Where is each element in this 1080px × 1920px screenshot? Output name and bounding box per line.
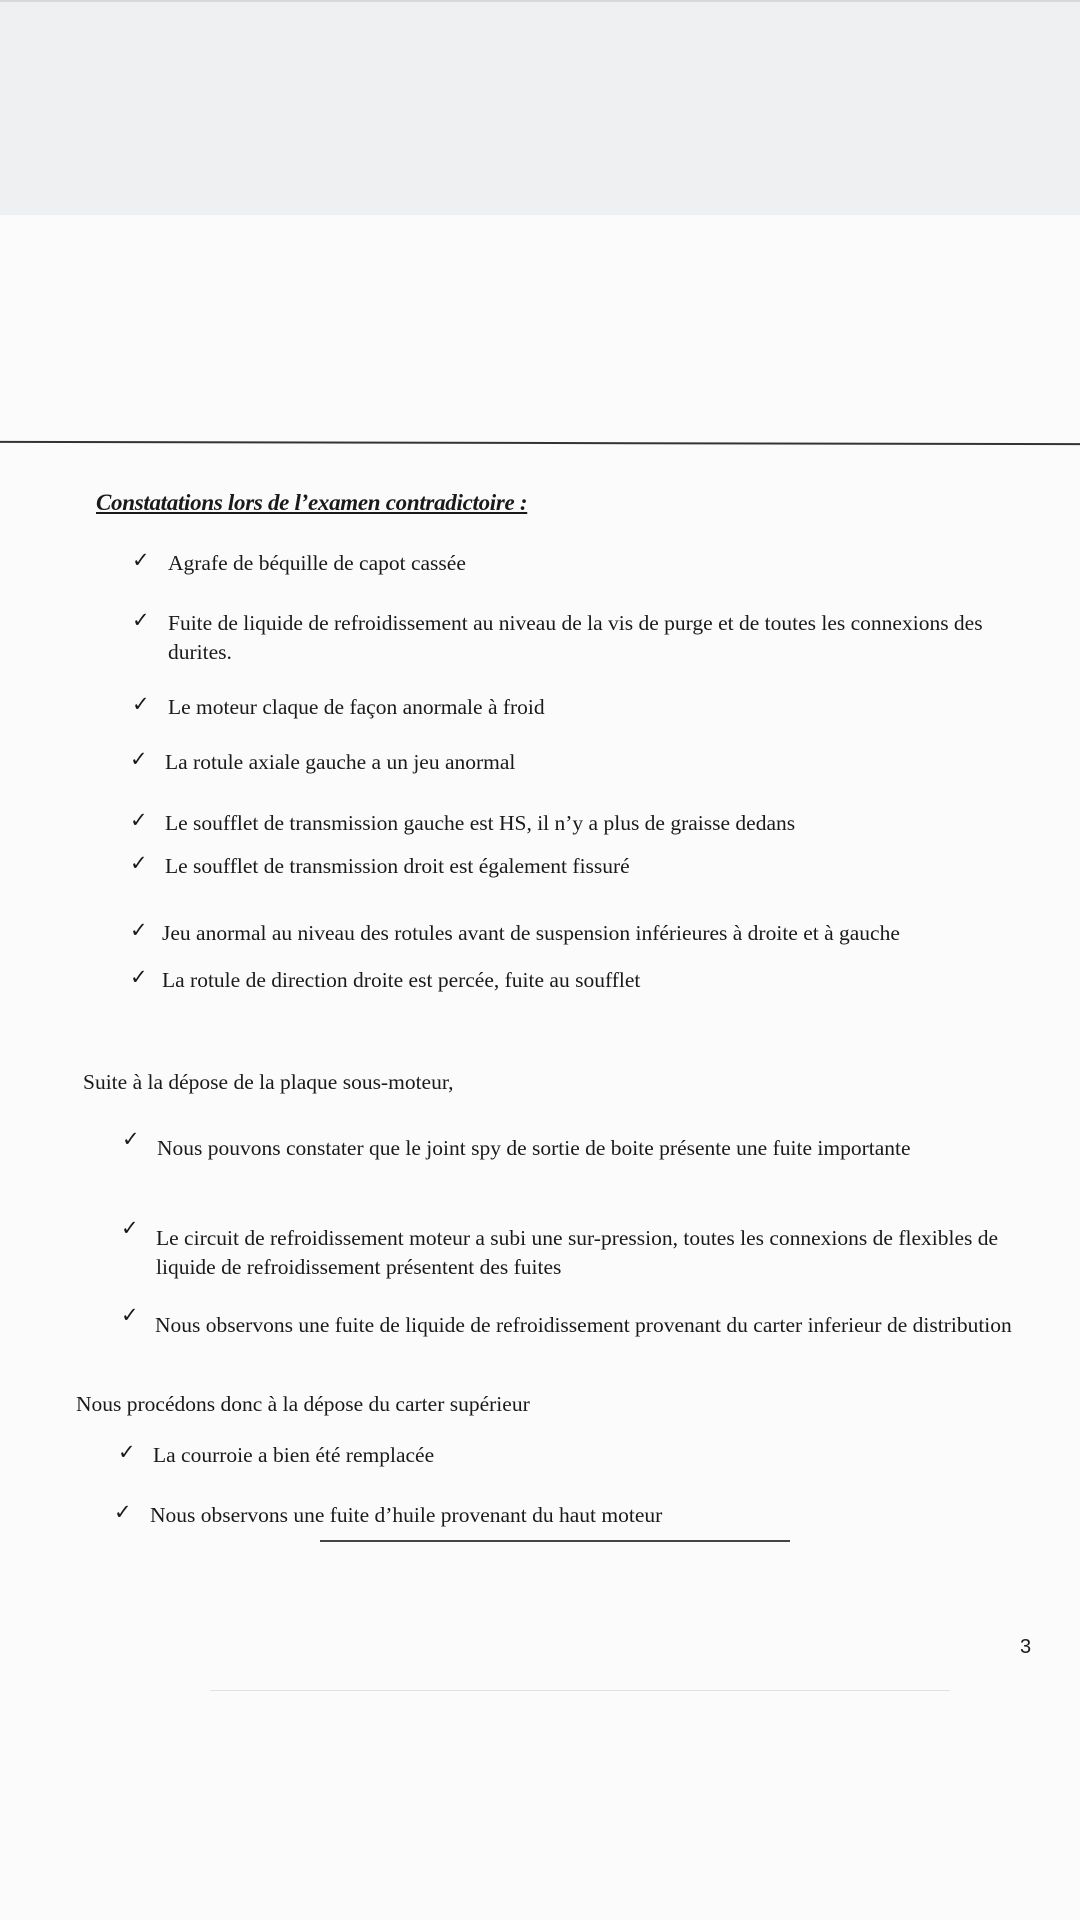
- section-heading: Constatations lors de l’examen contradictoire :: [96, 490, 528, 515]
- list-item: La rotule de direction droite est percée, fuite au soufflet: [162, 968, 641, 992]
- checkmark-icon: ✓: [130, 747, 148, 771]
- list-item: Agrafe de béquille de capot cassée: [168, 551, 466, 575]
- paragraph-text: Suite à la dépose de la plaque sous-moteur,: [83, 1070, 454, 1094]
- checkmark-icon: ✓: [132, 548, 150, 572]
- checkmark-icon: ✓: [118, 1440, 136, 1464]
- underline-rule: [320, 1540, 790, 1542]
- paragraph-text: Nous procédons donc à la dépose du carter supérieur: [76, 1392, 530, 1416]
- checkmark-icon: ✓: [132, 692, 150, 716]
- list-item: Jeu anormal au niveau des rotules avant de suspension inférieures à droite et à gauche: [162, 921, 900, 945]
- list-item: Le moteur claque de façon anormale à froid: [168, 695, 545, 719]
- checkmark-icon: ✓: [130, 808, 148, 832]
- list-item: Nous observons une fuite de liquide de refroidissement provenant du carter inferieur de distribution: [155, 1313, 1012, 1337]
- list-item: Fuite de liquide de refroidissement au niveau de la vis de purge et de toutes les connexions des durites.: [168, 611, 983, 664]
- list-item: Le circuit de refroidissement moteur a subi une sur-pression, toutes les connexions de flexibles de liquide de refroidissement présentent des fuites: [156, 1226, 999, 1279]
- list-item: La rotule axiale gauche a un jeu anormal: [165, 750, 516, 774]
- top-gray-band: [0, 0, 1080, 215]
- list-item: Nous observons une fuite d’huile provenant du haut moteur: [150, 1503, 663, 1527]
- checkmark-icon: ✓: [130, 965, 148, 989]
- list-item: La courroie a bien été remplacée: [153, 1443, 435, 1467]
- checkmark-icon: ✓: [122, 1127, 140, 1151]
- checkmark-icon: ✓: [121, 1303, 139, 1327]
- list-item: Nous pouvons constater que le joint spy de sortie de boite présente une fuite importante: [157, 1136, 911, 1160]
- checkmark-icon: ✓: [121, 1216, 139, 1240]
- horizontal-rule: [0, 441, 1080, 445]
- checkmark-icon: ✓: [132, 608, 150, 632]
- list-item: Le soufflet de transmission droit est également fissuré: [165, 854, 630, 878]
- list-item: Le soufflet de transmission gauche est HS, il n’y a plus de graisse dedans: [165, 811, 796, 835]
- checkmark-icon: ✓: [130, 851, 148, 875]
- checkmark-icon: ✓: [130, 918, 148, 942]
- checkmark-icon: ✓: [114, 1500, 132, 1524]
- page-number: 3: [1020, 1636, 1032, 1658]
- faint-scan-line: [210, 1690, 950, 1691]
